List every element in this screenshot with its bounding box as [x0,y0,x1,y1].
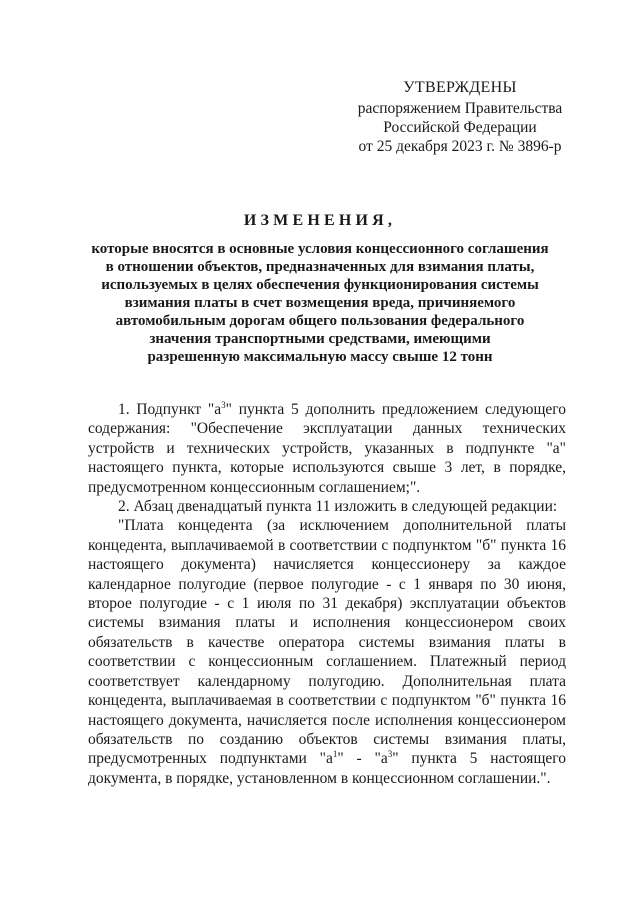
quote-text-part-1: "Плата концедента (за исключением дополнительной платы концедента, выплачиваемой в соответствии с подпунктом "б" пункта 16 настоящего документа) начисляется концессионеру за каждое календарное полугодие (первое полугодие - с 1 января по 30 июня, второе полугодие - с 1 июля по 31 декабря) эксплуатации объектов системы взимания платы и исполнения концессионером своих обязательств в качестве оператора системы взимания платы в соответствии с концессионным соглашением. Платежный период соответствует календарному полугодию. Дополнительная плата концедента, выплачиваемая в соответствии с подпунктом "б" пункта 16 настоящего документа, начисляется после исполнения концессионером обязательств по созданию объектов системы взимания платы, предусмотренных подпунктами "а [88,517,566,768]
item1-superscript: 3 [221,400,226,410]
title-subtitle [60,240,580,366]
subtitle-line-5: автомобильным дорогам общего пользования федерального [115,313,525,329]
subtitle-line-6: значения транспортными средствами, имеющими [149,331,491,347]
approval-stamp [340,78,580,156]
quote-superscript-1: 1 [332,749,338,760]
title-main: ИЗМЕНЕНИЯ, [243,212,397,229]
approval-line-3: от 25 декабря 2023 г. № 3896-р [358,138,562,155]
subtitle-line-7: разрешенную максимальную массу свыше 12 тонн [147,349,493,365]
item1-text-end: " пункта 5 дополнить предложением следующего содержания: "Обеспечение эксплуатации данных технических устройств и технических устройств, указанных в подпункте "а" настоящего пункта, которые используются свыше 3 лет, в порядке, предусмотренном концессионным соглашением;". [88,401,567,496]
subtitle-line-2: в отношении объектов, предназначенных для взимания платы, [105,259,535,275]
subtitle-line-3: используемых в целях обеспечения функционирования системы [101,277,539,293]
subtitle-line-4: взимания платы в счет возмещения вреда, причиняемого [124,295,516,311]
document-title [60,212,580,366]
item1-text-start: 1. Подпункт "а [118,401,222,418]
quote-text-part-3: " пункта 5 настоящего документа, в порядке, установленном в концессионном соглашении.". [88,750,566,787]
quote-text-part-2: " - "а [337,750,388,768]
quote-superscript-2: 3 [387,749,393,760]
document-body [88,400,566,788]
subtitle-line-1: которые вносятся в основные условия концессионного соглашения [91,241,549,257]
paragraph-item-1 [88,400,566,497]
approval-line-2: Российской Федерации [383,119,537,136]
paragraph-item-2: 2. Абзац двенадцатый пункта 11 изложить в следующей редакции: [118,498,558,516]
approval-line-1: распоряжением Правительства [357,100,563,117]
paragraph-quote [88,516,566,788]
approved-heading: УТВЕРЖДЕНЫ [403,79,517,96]
